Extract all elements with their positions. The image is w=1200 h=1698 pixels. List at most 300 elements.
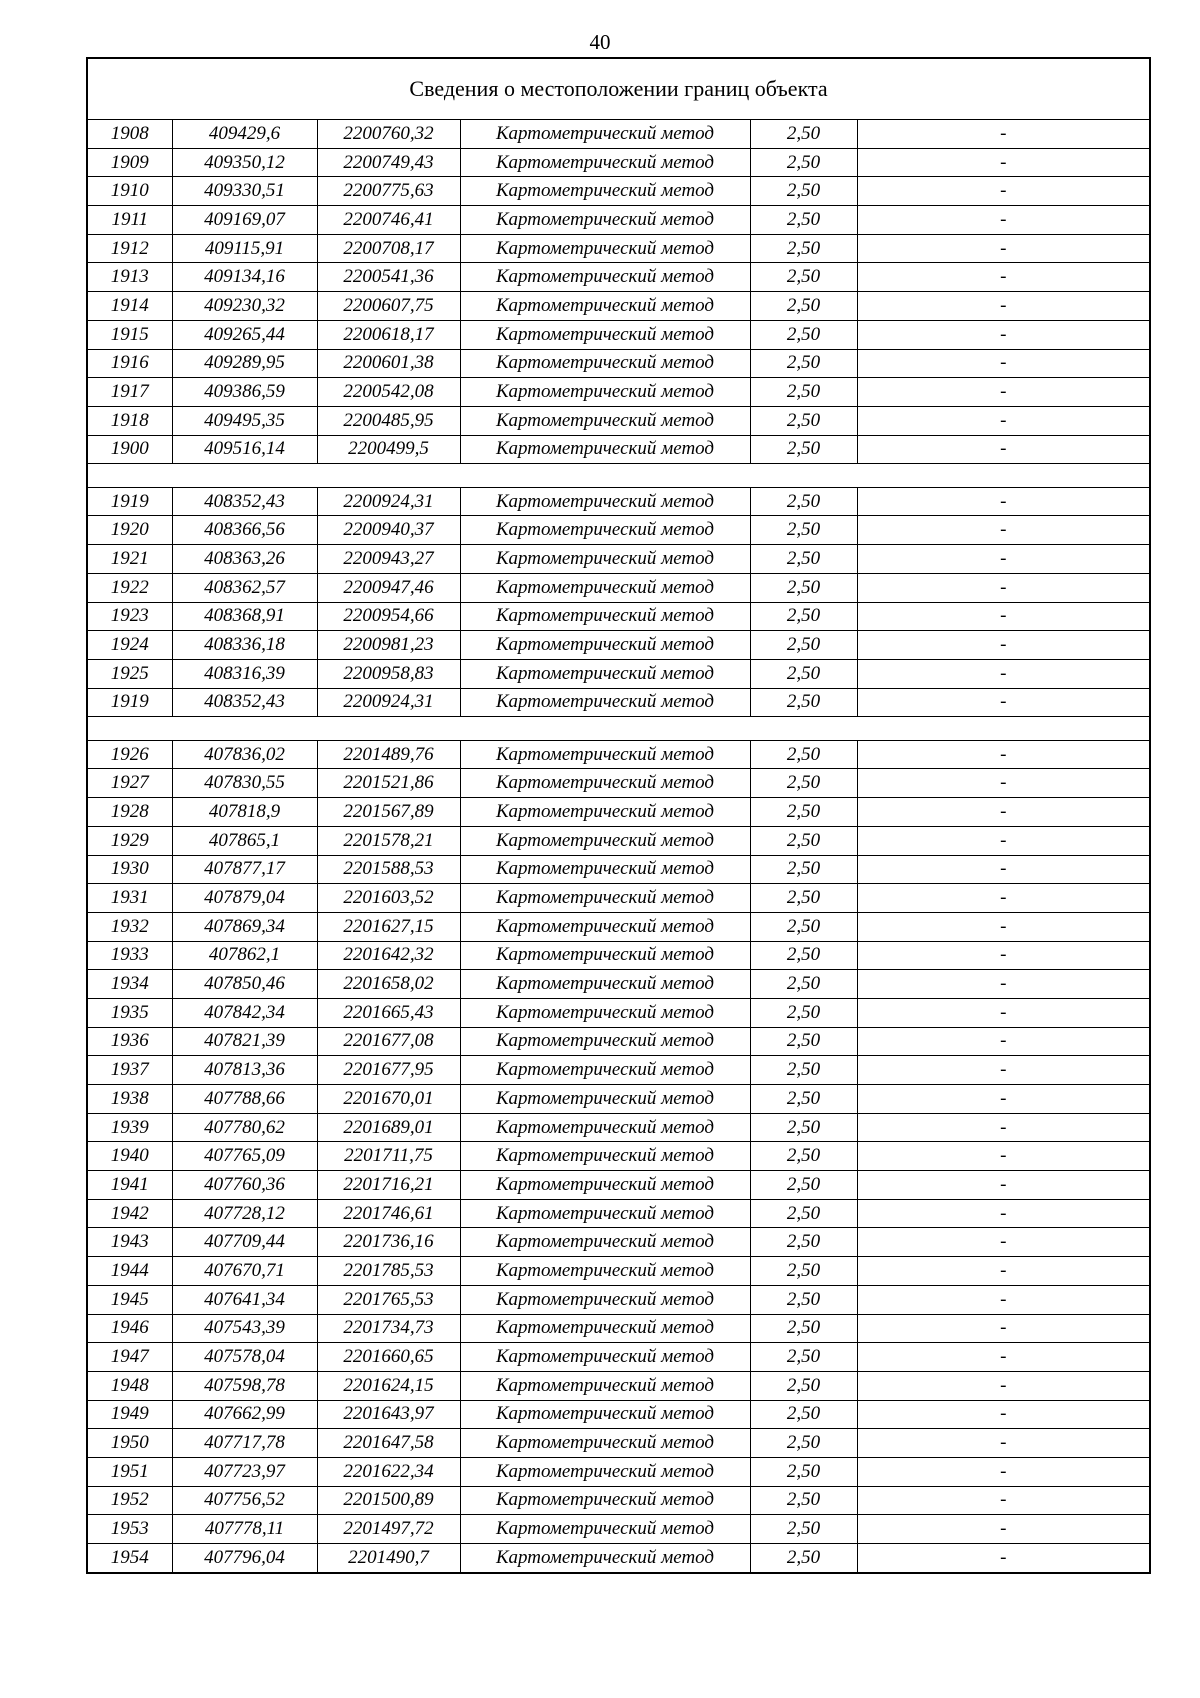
table-row <box>87 941 1150 970</box>
accuracy-cell: 2,50 <box>750 1142 857 1171</box>
coord-x-cell: 408352,43 <box>172 487 317 516</box>
table-row <box>87 349 1150 378</box>
description-cell: - <box>857 659 1150 688</box>
coord-y-cell: 2201490,7 <box>317 1544 460 1573</box>
coord-x-cell: 408316,39 <box>172 659 317 688</box>
description-cell: - <box>857 120 1150 149</box>
accuracy-cell: 2,50 <box>750 1429 857 1458</box>
coord-y-cell: 2200485,95 <box>317 406 460 435</box>
accuracy-cell: 2,50 <box>750 545 857 574</box>
description-cell: - <box>857 349 1150 378</box>
coord-y-cell: 2201746,61 <box>317 1199 460 1228</box>
coord-x-cell: 407778,11 <box>172 1515 317 1544</box>
point-number-cell: 1911 <box>87 206 172 235</box>
point-number-cell: 1930 <box>87 855 172 884</box>
point-number-cell: 1943 <box>87 1228 172 1257</box>
description-cell: - <box>857 1228 1150 1257</box>
method-cell: Картометрический метод <box>460 234 750 263</box>
description-cell: - <box>857 1486 1150 1515</box>
accuracy-cell: 2,50 <box>750 263 857 292</box>
accuracy-cell: 2,50 <box>750 1228 857 1257</box>
accuracy-cell: 2,50 <box>750 487 857 516</box>
coord-x-cell: 407723,97 <box>172 1457 317 1486</box>
table-row <box>87 148 1150 177</box>
accuracy-cell: 2,50 <box>750 234 857 263</box>
description-cell: - <box>857 1314 1150 1343</box>
table-row <box>87 659 1150 688</box>
accuracy-cell: 2,50 <box>750 1371 857 1400</box>
table-row <box>87 970 1150 999</box>
point-number-cell: 1936 <box>87 1027 172 1056</box>
method-cell: Картометрический метод <box>460 1085 750 1114</box>
table-row <box>87 798 1150 827</box>
coord-y-cell: 2201642,32 <box>317 941 460 970</box>
table-title-row <box>87 58 1150 120</box>
coord-x-cell: 408368,91 <box>172 602 317 631</box>
coord-x-cell: 407836,02 <box>172 740 317 769</box>
method-cell: Картометрический метод <box>460 998 750 1027</box>
coord-x-cell: 409289,95 <box>172 349 317 378</box>
accuracy-cell: 2,50 <box>750 206 857 235</box>
table-row <box>87 740 1150 769</box>
coord-x-cell: 407709,44 <box>172 1228 317 1257</box>
coord-x-cell: 409330,51 <box>172 177 317 206</box>
method-cell: Картометрический метод <box>460 1544 750 1573</box>
coord-x-cell: 407818,9 <box>172 798 317 827</box>
method-cell: Картометрический метод <box>460 769 750 798</box>
coord-y-cell: 2201670,01 <box>317 1085 460 1114</box>
point-number-cell: 1954 <box>87 1544 172 1573</box>
table-row <box>87 769 1150 798</box>
contour-separator-row <box>87 717 1150 741</box>
point-number-cell: 1918 <box>87 406 172 435</box>
table-row <box>87 1457 1150 1486</box>
description-cell: - <box>857 292 1150 321</box>
coord-y-cell: 2201736,16 <box>317 1228 460 1257</box>
point-number-cell: 1921 <box>87 545 172 574</box>
point-number-cell: 1949 <box>87 1400 172 1429</box>
method-cell: Картометрический метод <box>460 884 750 913</box>
coord-x-cell: 409265,44 <box>172 320 317 349</box>
accuracy-cell: 2,50 <box>750 1085 857 1114</box>
description-cell: - <box>857 320 1150 349</box>
table-row <box>87 1371 1150 1400</box>
table-row <box>87 1285 1150 1314</box>
method-cell: Картометрический метод <box>460 1314 750 1343</box>
coord-y-cell: 2201624,15 <box>317 1371 460 1400</box>
description-cell: - <box>857 545 1150 574</box>
coord-x-cell: 407879,04 <box>172 884 317 913</box>
method-cell: Картометрический метод <box>460 545 750 574</box>
table-row <box>87 378 1150 407</box>
accuracy-cell: 2,50 <box>750 998 857 1027</box>
coord-y-cell: 2201500,89 <box>317 1486 460 1515</box>
accuracy-cell: 2,50 <box>750 769 857 798</box>
coord-y-cell: 2200760,32 <box>317 120 460 149</box>
table-row <box>87 1257 1150 1286</box>
point-number-cell: 1916 <box>87 349 172 378</box>
accuracy-cell: 2,50 <box>750 1314 857 1343</box>
point-number-cell: 1926 <box>87 740 172 769</box>
point-number-cell: 1935 <box>87 998 172 1027</box>
coord-y-cell: 2200499,5 <box>317 435 460 464</box>
point-number-cell: 1941 <box>87 1171 172 1200</box>
point-number-cell: 1932 <box>87 912 172 941</box>
table-row <box>87 487 1150 516</box>
coord-y-cell: 2200542,08 <box>317 378 460 407</box>
accuracy-cell: 2,50 <box>750 1199 857 1228</box>
accuracy-cell: 2,50 <box>750 855 857 884</box>
description-cell: - <box>857 688 1150 717</box>
description-cell: - <box>857 1027 1150 1056</box>
accuracy-cell: 2,50 <box>750 941 857 970</box>
coord-y-cell: 2200940,37 <box>317 516 460 545</box>
coord-y-cell: 2201658,02 <box>317 970 460 999</box>
coord-x-cell: 407543,39 <box>172 1314 317 1343</box>
accuracy-cell: 2,50 <box>750 826 857 855</box>
accuracy-cell: 2,50 <box>750 1171 857 1200</box>
description-cell: - <box>857 1343 1150 1372</box>
method-cell: Картометрический метод <box>460 177 750 206</box>
point-number-cell: 1933 <box>87 941 172 970</box>
description-cell: - <box>857 1171 1150 1200</box>
coord-y-cell: 2201785,53 <box>317 1257 460 1286</box>
method-cell: Картометрический метод <box>460 148 750 177</box>
method-cell: Картометрический метод <box>460 1257 750 1286</box>
description-cell: - <box>857 798 1150 827</box>
accuracy-cell: 2,50 <box>750 1113 857 1142</box>
point-number-cell: 1953 <box>87 1515 172 1544</box>
coord-y-cell: 2201497,72 <box>317 1515 460 1544</box>
coord-y-cell: 2201716,21 <box>317 1171 460 1200</box>
coord-x-cell: 407842,34 <box>172 998 317 1027</box>
coord-y-cell: 2201627,15 <box>317 912 460 941</box>
point-number-cell: 1923 <box>87 602 172 631</box>
method-cell: Картометрический метод <box>460 1142 750 1171</box>
coord-x-cell: 409169,07 <box>172 206 317 235</box>
table-row <box>87 1515 1150 1544</box>
method-cell: Картометрический метод <box>460 1113 750 1142</box>
description-cell: - <box>857 1429 1150 1458</box>
description-cell: - <box>857 487 1150 516</box>
method-cell: Картометрический метод <box>460 1199 750 1228</box>
accuracy-cell: 2,50 <box>750 378 857 407</box>
accuracy-cell: 2,50 <box>750 516 857 545</box>
coord-x-cell: 409350,12 <box>172 148 317 177</box>
description-cell: - <box>857 435 1150 464</box>
method-cell: Картометрический метод <box>460 659 750 688</box>
point-number-cell: 1945 <box>87 1285 172 1314</box>
point-number-cell: 1927 <box>87 769 172 798</box>
description-cell: - <box>857 998 1150 1027</box>
point-number-cell: 1942 <box>87 1199 172 1228</box>
accuracy-cell: 2,50 <box>750 406 857 435</box>
description-cell: - <box>857 941 1150 970</box>
method-cell: Картометрический метод <box>460 912 750 941</box>
point-number-cell: 1917 <box>87 378 172 407</box>
method-cell: Картометрический метод <box>460 1228 750 1257</box>
method-cell: Картометрический метод <box>460 206 750 235</box>
table-row <box>87 1027 1150 1056</box>
table-row <box>87 120 1150 149</box>
method-cell: Картометрический метод <box>460 1429 750 1458</box>
contour-separator-cell <box>87 717 1150 741</box>
method-cell: Картометрический метод <box>460 1515 750 1544</box>
method-cell: Картометрический метод <box>460 292 750 321</box>
accuracy-cell: 2,50 <box>750 148 857 177</box>
coord-y-cell: 2201603,52 <box>317 884 460 913</box>
point-number-cell: 1937 <box>87 1056 172 1085</box>
coord-y-cell: 2201660,65 <box>317 1343 460 1372</box>
coord-x-cell: 407865,1 <box>172 826 317 855</box>
point-number-cell: 1909 <box>87 148 172 177</box>
coord-x-cell: 409134,16 <box>172 263 317 292</box>
coord-x-cell: 408363,26 <box>172 545 317 574</box>
point-number-cell: 1931 <box>87 884 172 913</box>
description-cell: - <box>857 631 1150 660</box>
table-row <box>87 320 1150 349</box>
point-number-cell: 1900 <box>87 435 172 464</box>
table-row <box>87 263 1150 292</box>
table-row <box>87 545 1150 574</box>
contour-separator-row <box>87 464 1150 488</box>
table-row <box>87 1171 1150 1200</box>
description-cell: - <box>857 1371 1150 1400</box>
method-cell: Картометрический метод <box>460 826 750 855</box>
method-cell: Картометрический метод <box>460 1486 750 1515</box>
description-cell: - <box>857 1199 1150 1228</box>
coord-x-cell: 408336,18 <box>172 631 317 660</box>
accuracy-cell: 2,50 <box>750 573 857 602</box>
coord-x-cell: 407850,46 <box>172 970 317 999</box>
coord-y-cell: 2200749,43 <box>317 148 460 177</box>
method-cell: Картометрический метод <box>460 1343 750 1372</box>
coord-x-cell: 408362,57 <box>172 573 317 602</box>
method-cell: Картометрический метод <box>460 740 750 769</box>
description-cell: - <box>857 1515 1150 1544</box>
table-row <box>87 1085 1150 1114</box>
page-number: 40 <box>589 30 611 54</box>
coord-x-cell: 407830,55 <box>172 769 317 798</box>
table-row <box>87 1486 1150 1515</box>
contour-separator-cell <box>87 464 1150 488</box>
accuracy-cell: 2,50 <box>750 912 857 941</box>
description-cell: - <box>857 1400 1150 1429</box>
coord-x-cell: 407813,36 <box>172 1056 317 1085</box>
accuracy-cell: 2,50 <box>750 1457 857 1486</box>
point-number-cell: 1938 <box>87 1085 172 1114</box>
method-cell: Картометрический метод <box>460 855 750 884</box>
point-number-cell: 1946 <box>87 1314 172 1343</box>
table-row <box>87 1113 1150 1142</box>
method-cell: Картометрический метод <box>460 487 750 516</box>
description-cell: - <box>857 1257 1150 1286</box>
coord-x-cell: 409386,59 <box>172 378 317 407</box>
table-row <box>87 516 1150 545</box>
description-cell: - <box>857 573 1150 602</box>
method-cell: Картометрический метод <box>460 1457 750 1486</box>
coord-x-cell: 409230,32 <box>172 292 317 321</box>
method-cell: Картометрический метод <box>460 1285 750 1314</box>
coord-y-cell: 2200746,41 <box>317 206 460 235</box>
coord-y-cell: 2200958,83 <box>317 659 460 688</box>
table-row <box>87 206 1150 235</box>
point-number-cell: 1919 <box>87 487 172 516</box>
accuracy-cell: 2,50 <box>750 435 857 464</box>
accuracy-cell: 2,50 <box>750 1544 857 1573</box>
coord-x-cell: 407796,04 <box>172 1544 317 1573</box>
description-cell: - <box>857 378 1150 407</box>
table-row <box>87 573 1150 602</box>
description-cell: - <box>857 1142 1150 1171</box>
coord-x-cell: 407728,12 <box>172 1199 317 1228</box>
point-number-cell: 1928 <box>87 798 172 827</box>
description-cell: - <box>857 148 1150 177</box>
table-row <box>87 1142 1150 1171</box>
method-cell: Картометрический метод <box>460 516 750 545</box>
accuracy-cell: 2,50 <box>750 120 857 149</box>
method-cell: Картометрический метод <box>460 435 750 464</box>
description-cell: - <box>857 263 1150 292</box>
description-cell: - <box>857 826 1150 855</box>
coord-y-cell: 2200541,36 <box>317 263 460 292</box>
description-cell: - <box>857 406 1150 435</box>
description-cell: - <box>857 970 1150 999</box>
description-cell: - <box>857 1056 1150 1085</box>
coord-x-cell: 407670,71 <box>172 1257 317 1286</box>
coord-y-cell: 2201489,76 <box>317 740 460 769</box>
description-cell: - <box>857 884 1150 913</box>
method-cell: Картометрический метод <box>460 1056 750 1085</box>
method-cell: Картометрический метод <box>460 320 750 349</box>
accuracy-cell: 2,50 <box>750 659 857 688</box>
coord-y-cell: 2201734,73 <box>317 1314 460 1343</box>
accuracy-cell: 2,50 <box>750 1257 857 1286</box>
coord-y-cell: 2200618,17 <box>317 320 460 349</box>
coord-x-cell: 409495,35 <box>172 406 317 435</box>
method-cell: Картометрический метод <box>460 406 750 435</box>
accuracy-cell: 2,50 <box>750 602 857 631</box>
method-cell: Картометрический метод <box>460 1027 750 1056</box>
point-number-cell: 1913 <box>87 263 172 292</box>
table-row <box>87 1314 1150 1343</box>
coord-y-cell: 2201765,53 <box>317 1285 460 1314</box>
table-row <box>87 884 1150 913</box>
coord-y-cell: 2200924,31 <box>317 688 460 717</box>
coord-y-cell: 2200981,23 <box>317 631 460 660</box>
coord-x-cell: 407788,66 <box>172 1085 317 1114</box>
accuracy-cell: 2,50 <box>750 1056 857 1085</box>
coord-x-cell: 407760,36 <box>172 1171 317 1200</box>
method-cell: Картометрический метод <box>460 1171 750 1200</box>
table-row <box>87 1343 1150 1372</box>
coord-x-cell: 407756,52 <box>172 1486 317 1515</box>
coord-x-cell: 409115,91 <box>172 234 317 263</box>
table-row <box>87 1056 1150 1085</box>
point-number-cell: 1924 <box>87 631 172 660</box>
table-row <box>87 631 1150 660</box>
point-number-cell: 1912 <box>87 234 172 263</box>
table-row <box>87 826 1150 855</box>
point-number-cell: 1951 <box>87 1457 172 1486</box>
point-number-cell: 1920 <box>87 516 172 545</box>
coord-y-cell: 2200601,38 <box>317 349 460 378</box>
point-number-cell: 1940 <box>87 1142 172 1171</box>
coord-x-cell: 407717,78 <box>172 1429 317 1458</box>
table-row <box>87 1228 1150 1257</box>
description-cell: - <box>857 177 1150 206</box>
method-cell: Картометрический метод <box>460 1400 750 1429</box>
method-cell: Картометрический метод <box>460 798 750 827</box>
coord-y-cell: 2201643,97 <box>317 1400 460 1429</box>
boundary-coordinates-table <box>86 57 1151 1574</box>
accuracy-cell: 2,50 <box>750 320 857 349</box>
description-cell: - <box>857 1457 1150 1486</box>
description-cell: - <box>857 1544 1150 1573</box>
coord-y-cell: 2200943,27 <box>317 545 460 574</box>
coord-y-cell: 2201711,75 <box>317 1142 460 1171</box>
coord-x-cell: 409429,6 <box>172 120 317 149</box>
table-body <box>87 58 1150 1573</box>
accuracy-cell: 2,50 <box>750 1400 857 1429</box>
accuracy-cell: 2,50 <box>750 1515 857 1544</box>
coord-x-cell: 408366,56 <box>172 516 317 545</box>
table-row <box>87 1199 1150 1228</box>
table-row <box>87 234 1150 263</box>
coord-y-cell: 2201677,08 <box>317 1027 460 1056</box>
boundary-table-frame <box>86 57 1149 1574</box>
point-number-cell: 1947 <box>87 1343 172 1372</box>
coord-y-cell: 2201567,89 <box>317 798 460 827</box>
description-cell: - <box>857 602 1150 631</box>
table-row <box>87 177 1150 206</box>
table-row <box>87 855 1150 884</box>
coord-x-cell: 407821,39 <box>172 1027 317 1056</box>
table-row <box>87 912 1150 941</box>
table-title: Сведения о местоположении границ объекта <box>87 58 1150 120</box>
point-number-cell: 1934 <box>87 970 172 999</box>
table-row <box>87 292 1150 321</box>
method-cell: Картометрический метод <box>460 573 750 602</box>
accuracy-cell: 2,50 <box>750 1027 857 1056</box>
description-cell: - <box>857 740 1150 769</box>
coord-y-cell: 2201521,86 <box>317 769 460 798</box>
point-number-cell: 1908 <box>87 120 172 149</box>
method-cell: Картометрический метод <box>460 1371 750 1400</box>
coord-y-cell: 2201647,58 <box>317 1429 460 1458</box>
description-cell: - <box>857 769 1150 798</box>
coord-y-cell: 2201578,21 <box>317 826 460 855</box>
point-number-cell: 1915 <box>87 320 172 349</box>
coord-x-cell: 407780,62 <box>172 1113 317 1142</box>
accuracy-cell: 2,50 <box>750 884 857 913</box>
method-cell: Картометрический метод <box>460 631 750 660</box>
table-row <box>87 1400 1150 1429</box>
point-number-cell: 1948 <box>87 1371 172 1400</box>
coord-y-cell: 2200775,63 <box>317 177 460 206</box>
table-row <box>87 435 1150 464</box>
coord-x-cell: 407869,34 <box>172 912 317 941</box>
coord-x-cell: 407877,17 <box>172 855 317 884</box>
accuracy-cell: 2,50 <box>750 688 857 717</box>
point-number-cell: 1914 <box>87 292 172 321</box>
accuracy-cell: 2,50 <box>750 349 857 378</box>
coord-y-cell: 2201689,01 <box>317 1113 460 1142</box>
table-row <box>87 602 1150 631</box>
description-cell: - <box>857 1085 1150 1114</box>
coord-x-cell: 407641,34 <box>172 1285 317 1314</box>
accuracy-cell: 2,50 <box>750 631 857 660</box>
